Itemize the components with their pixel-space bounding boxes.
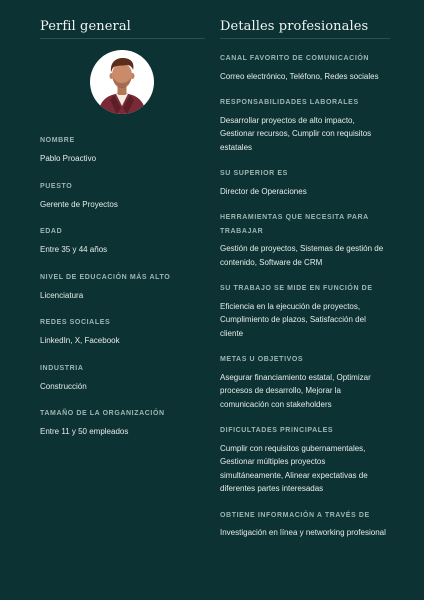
field-value: Entre 35 y 44 años [40, 245, 108, 254]
field-social-networks [40, 318, 205, 348]
field-name [40, 136, 205, 166]
field-organization-size [40, 409, 205, 439]
field-label: REDES SOCIALES [40, 319, 111, 326]
professional-details-fields [220, 52, 390, 540]
general-profile-fields [40, 136, 205, 439]
field-goals [220, 353, 390, 411]
field-label: PUESTO [40, 182, 73, 190]
field-job-title [40, 182, 205, 212]
field-performance-metrics [220, 282, 390, 340]
professional-details-title: Detalles profesionales [220, 19, 369, 34]
field-tools [220, 211, 390, 269]
field-value: Licenciatura [40, 290, 84, 300]
field-responsibilities [220, 96, 390, 154]
field-value: Pablo Proactivo [40, 154, 97, 163]
avatar [90, 50, 154, 114]
field-label: INDUSTRIA [40, 364, 84, 372]
person-avatar-icon [90, 50, 154, 114]
field-value: Investigación en línea y networking profesional [220, 528, 386, 537]
field-value: Cumplir con requisitos gubernamentales, Gestionar múltiples proyectos simultáneamente, Alinear expectativas de diferentes partes interesadas [220, 443, 368, 493]
general-profile-section [40, 18, 205, 455]
field-label: SU SUPERIOR ES [220, 170, 288, 177]
field-challenges [220, 424, 390, 496]
field-label: NIVEL DE EDUCACIÓN MÁS ALTO [40, 273, 171, 281]
field-value: Asegurar financiamiento estatal, Optimizar procesos de desarrollo, Mejorar la comunicación con stakeholders [220, 372, 371, 409]
field-age [40, 227, 205, 257]
field-label: OBTIENE INFORMACIÓN A TRAVÉS DE [220, 511, 370, 519]
field-value: Entre 11 y 50 empleados [40, 427, 129, 436]
field-label: NOMBRE [40, 137, 75, 144]
field-label: SU TRABAJO SE MIDE EN FUNCIÓN DE [220, 285, 373, 292]
field-industry [40, 364, 205, 394]
professional-details-section [220, 18, 390, 554]
field-value: Gerente de Proyectos [40, 199, 118, 209]
field-label: RESPONSABILIDADES LABORALES [220, 99, 359, 106]
professional-details-divider [220, 38, 390, 39]
field-value: Eficiencia en la ejecución de proyectos, Cumplimiento de plazos, Satisfacción del cliente [220, 301, 366, 338]
field-label: CANAL FAVORITO DE COMUNICACIÓN [220, 55, 370, 62]
field-value: LinkedIn, X, Facebook [40, 336, 120, 345]
field-label: METAS U OBJETIVOS [220, 356, 304, 363]
field-information-sources [220, 509, 390, 540]
field-value: Desarrollar proyectos de alto impacto, Gestionar recursos, Cumplir con requisitos estatales [220, 115, 372, 152]
field-value: Construcción [40, 381, 87, 391]
general-profile-title: Perfil general [40, 19, 131, 34]
field-label: DIFICULTADES PRINCIPALES [220, 427, 334, 434]
field-value: Gestión de proyectos, Sistemas de gestión de contenido, Software de CRM [220, 244, 384, 267]
field-value: Correo electrónico, Teléfono, Redes sociales [220, 71, 379, 81]
field-value: Director de Operaciones [220, 186, 307, 196]
field-supervisor [220, 167, 390, 198]
field-label: TAMAÑO DE LA ORGANIZACIÓN [40, 410, 165, 417]
general-profile-divider [40, 38, 205, 39]
field-label: HERRAMIENTAS QUE NECESITA PARA TRABAJAR [220, 214, 369, 235]
field-label: EDAD [40, 228, 63, 235]
field-favorite-channel [220, 52, 390, 83]
field-education [40, 273, 205, 303]
